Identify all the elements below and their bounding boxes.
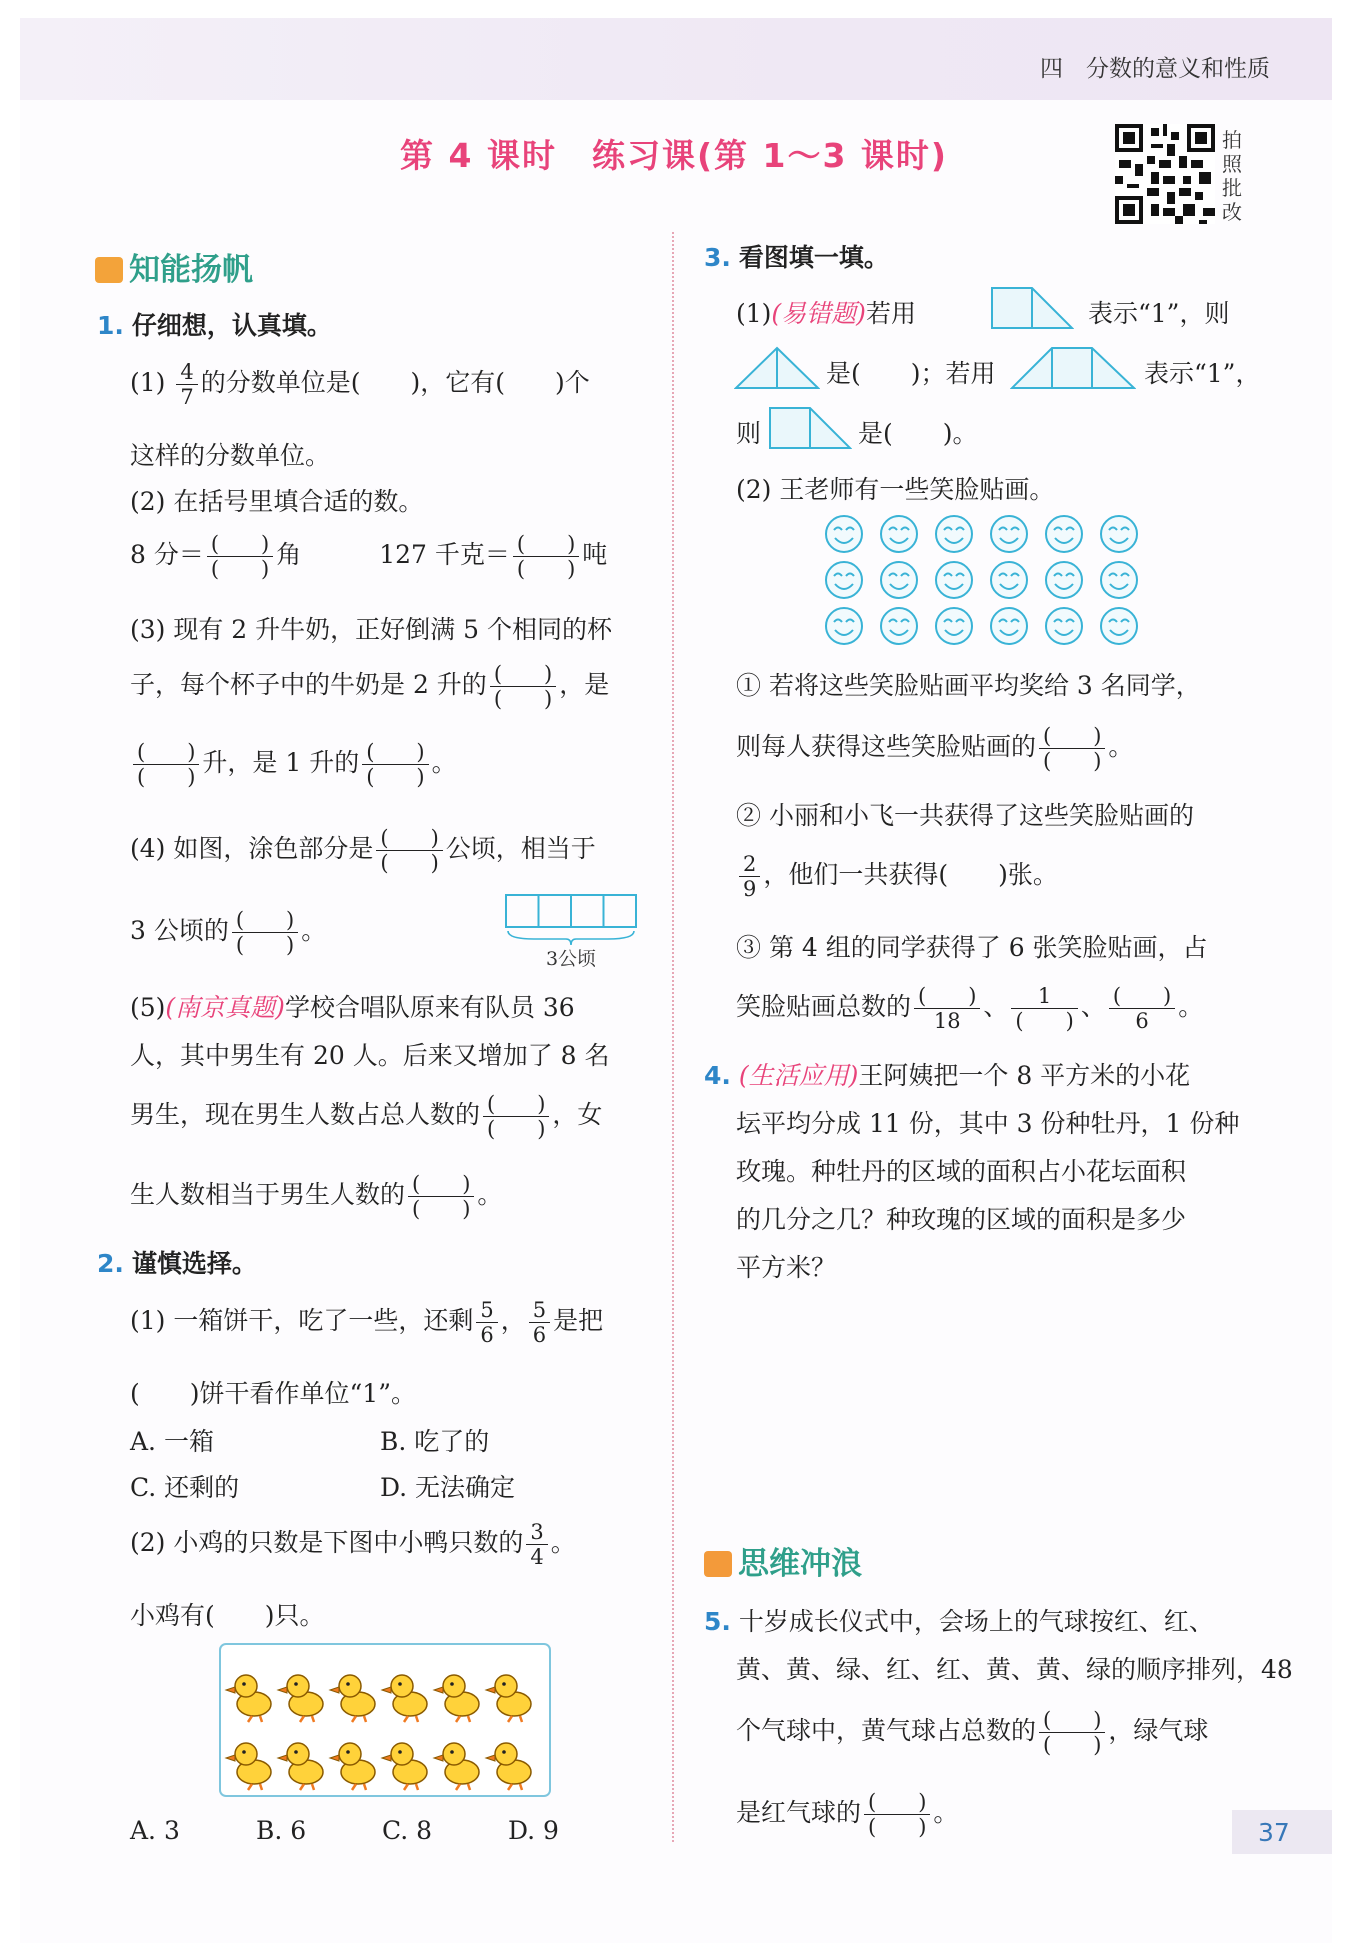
q3-part1-c: 则 [736, 419, 762, 448]
q1-part1-cont: 这样的分数单位。 [130, 441, 331, 470]
smiley-icon [1101, 516, 1137, 552]
rect-triangle-shape-2 [768, 406, 852, 450]
q3-sub3: ③ 第 4 组的同学获得了 6 张笑脸贴画，占 [736, 933, 1208, 962]
hectare-label: 3公顷 [545, 948, 597, 970]
q2-part2: (2) 小鸡的只数是下图中小鸭只数的 $\frac{3}{4}$ 。 [130, 1520, 576, 1569]
q2-option-a[interactable]: A. 一箱 [130, 1427, 214, 1456]
page-number: 37 [1258, 1818, 1290, 1847]
qr-label: 拍 照 批 改 [1222, 128, 1242, 224]
q4-line1: 4. (生活应用)王阿姨把一个 8 平方米的小花 [704, 1061, 1191, 1090]
smiley-icon [826, 562, 862, 598]
duck-figure [218, 1642, 552, 1798]
lesson-title: 第 4 课时 练习课(第 1～3 课时) [400, 136, 949, 175]
q2b-option-d[interactable]: D. 9 [508, 1816, 559, 1845]
q1-part5-b: 人，其中男生有 20 人。后来又增加了 8 名 [130, 1041, 610, 1070]
hectare-figure [504, 893, 640, 973]
wave-icon [704, 1551, 732, 1577]
q2b-option-b[interactable]: B. 6 [256, 1816, 307, 1845]
smiley-icon [1046, 516, 1082, 552]
q1-part5-c: 男生，现在男生人数占总人数的 $\frac{( )}{( )}$ ，女 [130, 1092, 603, 1141]
smiley-icon [826, 608, 862, 644]
q3-heading: 3. 看图填一填。 [704, 243, 889, 272]
smiley-icon [1046, 608, 1082, 644]
q3-part1-end: 表示“1”，则 [1088, 299, 1230, 328]
smiley-icon [936, 516, 972, 552]
q1-part2: (2) 在括号里填合适的数。 [130, 487, 424, 516]
q5-line2: 黄、黄、绿、红、红、黄、黄、绿的顺序排列，48 [736, 1655, 1293, 1684]
q1-part4: (4) 如图，涂色部分是 $\frac{( )}{( )}$ 公顷，相当于 [130, 826, 596, 875]
q1-part2-fill: 8 分＝ $\frac{( )}{( )}$ 角 127 千克＝ $\frac{( )}{( )}$ 吨 [130, 532, 608, 581]
q4-line4: 的几分之几？种玫瑰的区域的面积是多少 [736, 1205, 1187, 1234]
q3-part2: (2) 王老师有一些笑脸贴画。 [736, 475, 1055, 504]
smiley-icon [881, 516, 917, 552]
q3-sub1: ① 若将这些笑脸贴画平均奖给 3 名同学， [736, 671, 1201, 700]
q1-part5-d: 生人数相当于男生人数的 $\frac{( )}{( )}$ 。 [130, 1172, 503, 1221]
section-title-siwei: 思维冲浪 [704, 1538, 862, 1583]
q2-part1-b: ( )饼干看作单位“1”。 [130, 1379, 416, 1408]
smiley-icon [1046, 562, 1082, 598]
smiley-icon [991, 516, 1027, 552]
q3-part1: (1)(易错题)若用 [736, 299, 916, 328]
smiley-icon [991, 608, 1027, 644]
rect-triangle-shape [990, 286, 1074, 330]
q1-part5: (5)(南京真题)学校合唱队原来有队员 36 [130, 993, 575, 1022]
q1-part3-c: $\frac{( )}{( )}$ 升，是 1 升的 $\frac{( )}{( )}$ 。 [130, 740, 457, 789]
q3-sub2: ② 小丽和小飞一共获得了这些笑脸贴画的 [736, 801, 1194, 830]
smiley-icon [826, 516, 862, 552]
section-title-zhineng: 知能扬帆 [95, 244, 253, 289]
smiley-icon [936, 562, 972, 598]
smiley-icon [1101, 562, 1137, 598]
smiley-icon [936, 608, 972, 644]
q3-part1-c-end: 是( )。 [858, 419, 978, 448]
q5-line4: 是红气球的 $\frac{( )}{( )}$ 。 [736, 1790, 959, 1839]
smiley-icon [881, 562, 917, 598]
q3-sub1-b: 则每人获得这些笑脸贴画的 $\frac{( )}{( )}$ 。 [736, 724, 1134, 773]
q2-heading: 2. 谨慎选择。 [97, 1249, 257, 1278]
smiley-icon [1101, 608, 1137, 644]
q1-part1: (1) $\frac{4}{7}$ 的分数单位是( )，它有( )个 [130, 360, 590, 409]
column-divider [672, 232, 674, 1842]
q1-part3: (3) 现有 2 升牛奶，正好倒满 5 个相同的杯 [130, 615, 612, 644]
q2b-option-a[interactable]: A. 3 [130, 1816, 180, 1845]
q2-part1: (1) 一箱饼干，吃了一些，还剩 $\frac{5}{6}$ ， $\frac{5}{6}$ 是把 [130, 1298, 604, 1347]
q2-option-d[interactable]: D. 无法确定 [380, 1473, 516, 1502]
smiley-icon [991, 562, 1027, 598]
q3-part1-b-end: 表示“1”， [1144, 359, 1261, 388]
q2-option-b[interactable]: B. 吃了的 [380, 1427, 490, 1456]
trapezoid-shape [1010, 346, 1136, 390]
q4-line3: 玫瑰。种牡丹的区域的面积占小花坛面积 [736, 1157, 1187, 1186]
q5-line1: 5. 十岁成长仪式中，会场上的气球按红、红、 [704, 1607, 1214, 1636]
q2-option-c[interactable]: C. 还剩的 [130, 1473, 240, 1502]
q3-sub2-b: $\frac{2}{9}$ ，他们一共获得( )张。 [736, 852, 1058, 901]
q3-sub3-b: 笑脸贴画总数的 $\frac{( )}{18}$ 、 $\frac{1}{( )}$ 、 $\frac{( )}{6}$ 。 [736, 984, 1204, 1033]
q4-line2: 坛平均分成 11 份，其中 3 份种牡丹，1 份种 [736, 1109, 1240, 1138]
q3-part1-b: 是( )；若用 [826, 359, 996, 388]
q1-heading: 1. 仔细想，认真填。 [97, 311, 332, 340]
q2b-option-c[interactable]: C. 8 [382, 1816, 433, 1845]
smiley-icon [881, 608, 917, 644]
q2-part2-b: 小鸡有( )只。 [130, 1601, 325, 1630]
book-icon [95, 257, 123, 283]
chapter-header: 四 分数的意义和性质 [1040, 56, 1270, 82]
qr-code-icon [1115, 124, 1215, 224]
q4-line5: 平方米？ [736, 1253, 837, 1282]
q5-line3: 个气球中，黄气球占总数的 $\frac{( )}{( )}$ ，绿气球 [736, 1708, 1209, 1757]
triangle-shape [734, 346, 820, 390]
q1-part4-b: 3 公顷的 $\frac{( )}{( )}$ 。 [130, 908, 327, 957]
q1-part3-b: 子，每个杯子中的牛奶是 2 升的 $\frac{( )}{( )}$ ，是 [130, 662, 610, 711]
smiley-figure [820, 512, 1160, 654]
